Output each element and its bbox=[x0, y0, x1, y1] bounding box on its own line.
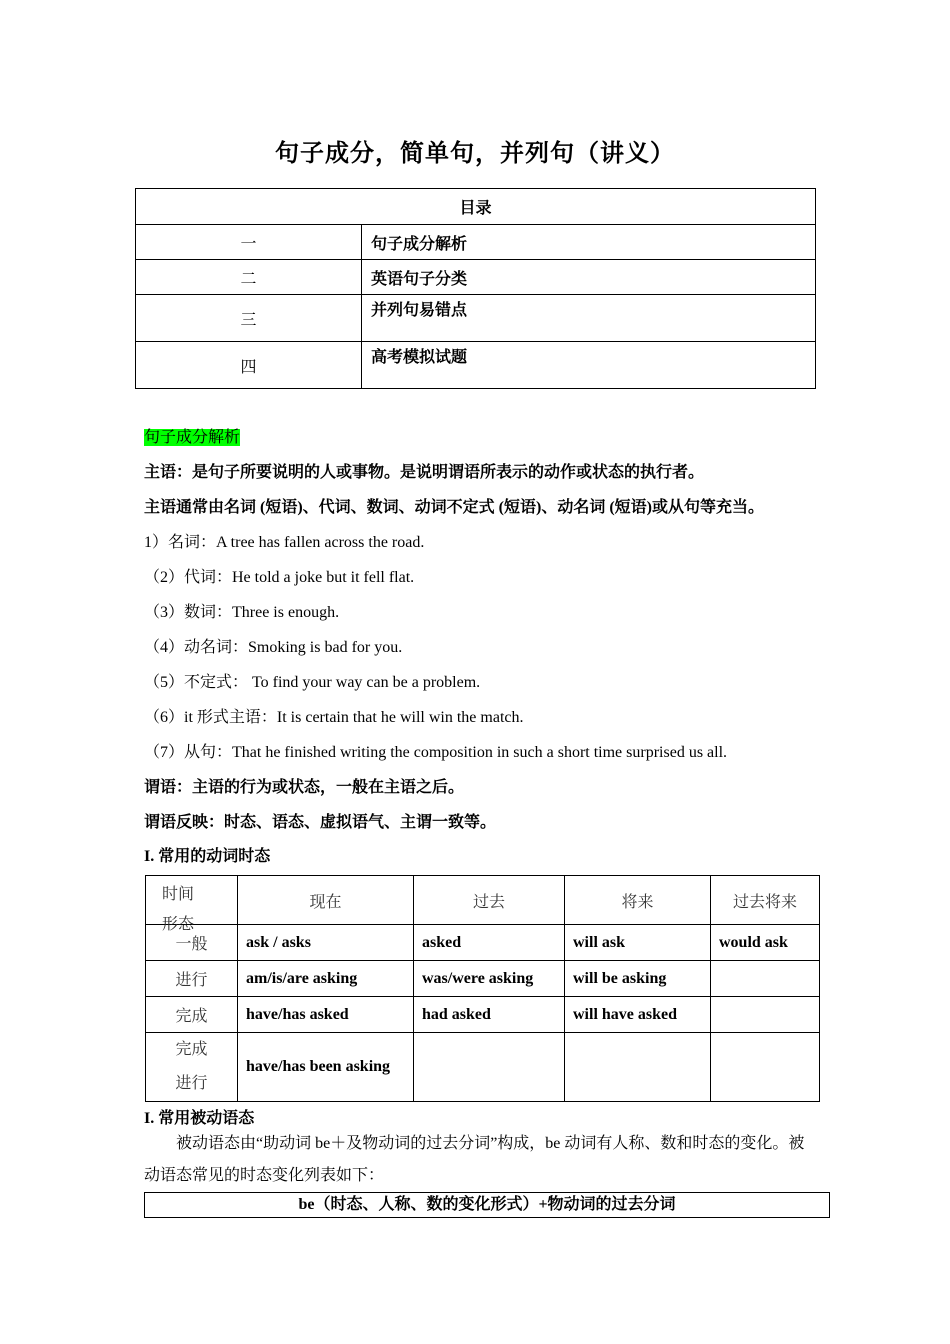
toc-number: 四 bbox=[136, 342, 362, 389]
toc-row bbox=[136, 225, 816, 260]
predicate-reflects: 谓语反映：时态、语态、虚拟语气、主谓一致等。 bbox=[144, 814, 497, 831]
table-cell bbox=[711, 1033, 820, 1102]
row-label: 一般 bbox=[146, 925, 238, 961]
row-label-top: 完成 bbox=[175, 1041, 208, 1058]
predicate-definition: 谓语：主语的行为或状态，一般在主语之后。 bbox=[144, 779, 465, 796]
toc-topic: 高考模拟试题 bbox=[362, 342, 816, 389]
toc-row bbox=[136, 295, 816, 342]
table-cell: will have asked bbox=[565, 997, 711, 1033]
table-cell bbox=[711, 961, 820, 997]
table-cell: ask / asks bbox=[238, 925, 414, 961]
example-line: 1）名词：A tree has fallen across the road. bbox=[144, 534, 425, 551]
subject-forms: 主语通常由名词 (短语)、代词、数词、动词不定式 (短语)、动名词 (短语)或从句等充当。 bbox=[144, 499, 764, 516]
example-line: （2）代词：He told a joke but it fell flat. bbox=[144, 569, 415, 586]
table-cell: have/has asked bbox=[238, 997, 414, 1033]
toc-topic: 并列句易错点 bbox=[362, 295, 816, 342]
row-label bbox=[146, 1033, 238, 1102]
toc-table bbox=[135, 188, 816, 389]
table-cell: had asked bbox=[414, 997, 565, 1033]
toc-header: 目录 bbox=[136, 189, 816, 225]
table-cell bbox=[711, 997, 820, 1033]
table-cell: asked bbox=[414, 925, 565, 961]
toc-row bbox=[136, 260, 816, 295]
table-cell: will ask bbox=[565, 925, 711, 961]
table-cell: would ask bbox=[711, 925, 820, 961]
table-row bbox=[146, 1033, 820, 1102]
table-cell: was/were asking bbox=[414, 961, 565, 997]
passive-paragraph: 被动语态由“助动词 be＋及物动词的过去分词”构成，be 动词有人称、数和时态的变化。被动语态常见的时态变化列表如下： bbox=[144, 1135, 805, 1184]
passive-heading: I. 常用被动语态 bbox=[144, 1110, 255, 1127]
toc-number: 三 bbox=[136, 295, 362, 342]
example-line: （7）从句：That he finished writing the composition in such a short time surprised us all. bbox=[144, 744, 728, 761]
table-cell: have/has been asking bbox=[238, 1033, 414, 1102]
toc-topic: 英语句子分类 bbox=[362, 260, 816, 295]
example-line: （3）数词：Three is enough. bbox=[144, 604, 340, 621]
row-label: 完成 bbox=[146, 997, 238, 1033]
toc-topic: 句子成分解析 bbox=[362, 225, 816, 260]
table-row bbox=[146, 925, 820, 961]
column-header: 将来 bbox=[565, 876, 711, 925]
tense-heading: I. 常用的动词时态 bbox=[144, 848, 271, 865]
row-label: 进行 bbox=[146, 961, 238, 997]
table-cell bbox=[565, 1033, 711, 1102]
table-row bbox=[146, 961, 820, 997]
corner-top-label: 时间 bbox=[162, 886, 195, 903]
column-header: 现在 bbox=[238, 876, 414, 925]
toc-number: 一 bbox=[136, 225, 362, 260]
corner-bottom-label: 形态 bbox=[162, 916, 195, 933]
column-header: 过去将来 bbox=[711, 876, 820, 925]
subject-definition: 主语：是句子所要说明的人或事物。是说明谓语所表示的动作或状态的执行者。 bbox=[144, 464, 705, 481]
tense-header-row bbox=[146, 876, 820, 925]
example-line: （5）不定式： To find your way can be a problem. bbox=[144, 674, 481, 691]
row-label-bottom: 进行 bbox=[175, 1075, 208, 1092]
example-line: （6）it 形式主语：It is certain that he will win the match. bbox=[144, 709, 524, 726]
toc-number: 二 bbox=[136, 260, 362, 295]
table-cell: am/is/are asking bbox=[238, 961, 414, 997]
table-row bbox=[146, 997, 820, 1033]
toc-row bbox=[136, 342, 816, 389]
section-heading: 句子成分解析 bbox=[144, 429, 241, 446]
column-header: 过去 bbox=[414, 876, 565, 925]
example-line: （4）动名词：Smoking is bad for you. bbox=[144, 639, 403, 656]
tense-table bbox=[145, 875, 820, 1102]
passive-formula-box: be（时态、人称、数的变化形式）+物动词的过去分词 bbox=[144, 1192, 830, 1218]
tense-corner-cell bbox=[146, 876, 238, 933]
page-title: 句子成分，简单句，并列句（讲义） bbox=[275, 141, 675, 167]
table-cell: will be asking bbox=[565, 961, 711, 997]
table-cell bbox=[414, 1033, 565, 1102]
